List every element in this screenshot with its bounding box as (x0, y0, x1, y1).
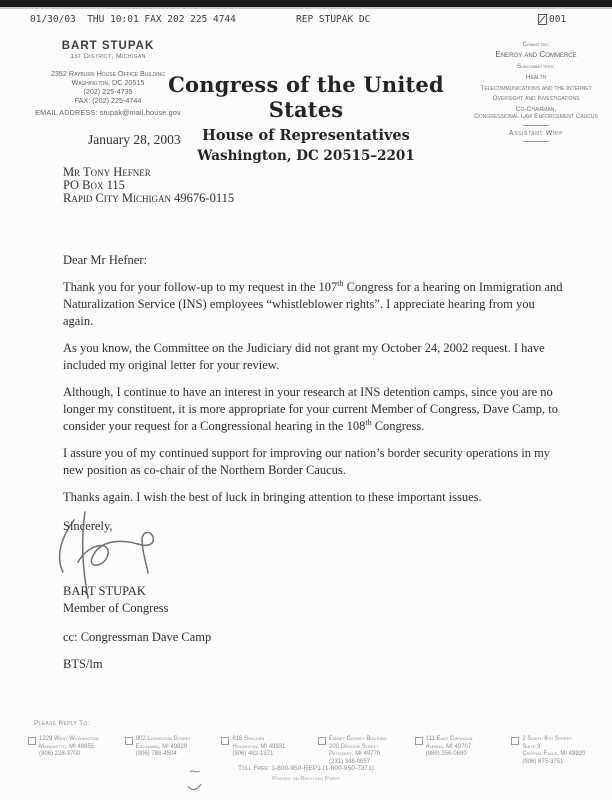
office-line: (231) 348-0657 (329, 758, 371, 765)
scan-artifact-top-band (0, 0, 612, 7)
office-line: Crystal Falls, MI 49920 (522, 751, 586, 758)
letterhead-congress-block (150, 72, 462, 164)
subcommittee-item: Health (525, 74, 547, 81)
district-office (28, 736, 125, 766)
salutation: Dear Mr Hefner: (63, 253, 147, 267)
paragraph-5: Thanks again. I wish the best of luck in bringing attention to these important issues. (63, 490, 482, 504)
office-checkbox[interactable] (415, 737, 423, 745)
paragraph-3-text: Congress. (371, 419, 425, 433)
office-address (329, 736, 387, 766)
office-checkbox[interactable] (28, 737, 36, 745)
signer-title: Member of Congress (63, 601, 169, 615)
letterhead-committee-block (466, 42, 606, 142)
paragraph-3-text: Although, I continue to have an interest in your research at INS detention camps, since you are no longer my constituent, it is more appropriate for your current Member of Congress, Dave Camp, to consider your request for a Congressional hearing in the 108 (63, 385, 559, 433)
office-line: (906) 875-3751 (522, 758, 564, 765)
office-checkbox[interactable] (221, 737, 229, 745)
recipient-name: Mr Tony Hefner (63, 165, 151, 179)
ordinal-superscript: th (337, 278, 344, 288)
office-address (232, 736, 285, 766)
fax-page-indicator (538, 14, 566, 25)
closing: Sincerely, (63, 519, 113, 533)
committee-heading: Committee: (522, 42, 550, 48)
member-address-line: Washington, DC 20515 (71, 78, 145, 87)
letter-body (63, 252, 568, 673)
fax-page-number: 001 (549, 14, 567, 25)
office-line: 2 South 6th Street (522, 736, 572, 742)
caucus-name: Congressional Law Enforcement Caucus (474, 113, 598, 120)
signer-name: BART STUPAK (63, 584, 146, 598)
office-line: Emmet County Building (329, 736, 387, 742)
fax-page-icon (538, 14, 547, 25)
fax-sender-id: REP STUPAK DC (296, 14, 371, 25)
member-district: 1st District, Michigan (70, 53, 146, 60)
toll-free-line: Toll Free: 1-800-950-REP1 (1-800-950-7371) (238, 765, 374, 772)
district-office (125, 736, 222, 766)
office-address (426, 736, 473, 766)
office-line: Suite 3 (522, 743, 541, 750)
whip-title: Assistant Whip (508, 127, 564, 137)
office-line: Houghton, MI 49931 (232, 743, 286, 750)
house-title: House of Representatives (202, 127, 410, 144)
subcommittees-heading: Subcommittees: (517, 64, 555, 70)
recipient-address-block (63, 166, 234, 206)
district-office (415, 736, 512, 766)
divider (523, 141, 549, 142)
office-line: (906) 228-3700 (39, 751, 81, 758)
office-line: 111 East Chisholm (425, 736, 473, 742)
office-line: 1229 West Washington (39, 736, 99, 742)
member-address-line: 2352 Rayburn House Office Building (50, 69, 166, 78)
office-line: 200 Division Street (329, 743, 379, 750)
member-address-line: (202) 225-4735 (83, 87, 133, 96)
fax-datetime-number: 01/30/03 THU 10:01 FAX 202 225 4744 (30, 14, 236, 25)
office-line: 616 Shelden (232, 736, 265, 742)
office-line: Escanaba, MI 49829 (135, 743, 188, 750)
office-checkbox[interactable] (511, 737, 519, 745)
letter-date: January 28, 2003 (88, 132, 181, 147)
paragraph-3 (63, 384, 568, 435)
office-address (39, 736, 99, 766)
office-line: (906) 786-4504 (135, 751, 177, 758)
committee-name: Energy and Commerce (495, 50, 577, 59)
subcommittee-item: Telecommunications and the Internet (480, 84, 592, 92)
scan-artifact-top-line (0, 7, 612, 9)
divider (523, 125, 549, 126)
handwritten-signature (52, 510, 172, 602)
office-checkbox[interactable] (318, 737, 326, 745)
office-address (136, 736, 191, 766)
fax-transmission-header (0, 14, 612, 28)
paragraph-2: As you know, the Committee on the Judiciary did not grant my October 24, 2002 request. I have included my original letter for your review. (63, 341, 545, 372)
pen-mark-artifact (186, 768, 204, 792)
paragraph-4: I assure you of my continued support for improving our nation’s border security operations in my new position as co-chair of the Northern Border Caucus. (63, 446, 551, 477)
ordinal-superscript: th (365, 417, 372, 427)
member-name: BART STUPAK (61, 40, 155, 52)
recipient-po-box: PO Box 115 (63, 178, 125, 193)
office-line: 902 Ludington Street (135, 736, 191, 742)
paragraph-1 (63, 279, 568, 330)
office-line: (906) 482-1371 (232, 751, 274, 758)
congress-title: Congress of the United States (168, 72, 444, 122)
office-line: Marquette, MI 49855 (39, 743, 95, 750)
paragraph-1-text: Congress for a hearing on Immigration and Naturalization Service (INS) employees “whistleblower rights”. I appreciate hearing from you again. (63, 280, 563, 328)
office-line: (989) 356-0690 (425, 751, 467, 758)
district-office (221, 736, 318, 766)
subcommittee-item: Oversight and Investigations (492, 95, 580, 102)
district-office (511, 736, 608, 766)
caucus-role: Co-Chairman, (515, 105, 557, 113)
office-address (522, 736, 585, 766)
office-line: Petoskey, MI 49770 (329, 751, 381, 758)
reference-initials: BTS/lm (63, 657, 103, 671)
paragraph-1-text: Thank you for your follow-up to my request in the 107 (63, 280, 338, 294)
recycled-paper-note: Printed on Recycled Paper (272, 776, 340, 782)
district-offices-strip (28, 736, 608, 766)
member-email: EMAIL ADDRESS: stupak@mail.house.gov (35, 108, 181, 117)
cc-line: cc: Congressman Dave Camp (63, 630, 212, 644)
congress-address: Washington, DC 20515–2201 (197, 148, 415, 164)
reply-to-label: Please Reply To: (34, 720, 90, 727)
district-office (318, 736, 415, 766)
recipient-city: Rapid City Michigan 49676-0115 (63, 191, 235, 206)
office-line: Alpena, MI 49707 (425, 743, 472, 750)
member-address-line: FAX: (202) 225-4744 (74, 96, 142, 105)
office-checkbox[interactable] (125, 737, 133, 745)
